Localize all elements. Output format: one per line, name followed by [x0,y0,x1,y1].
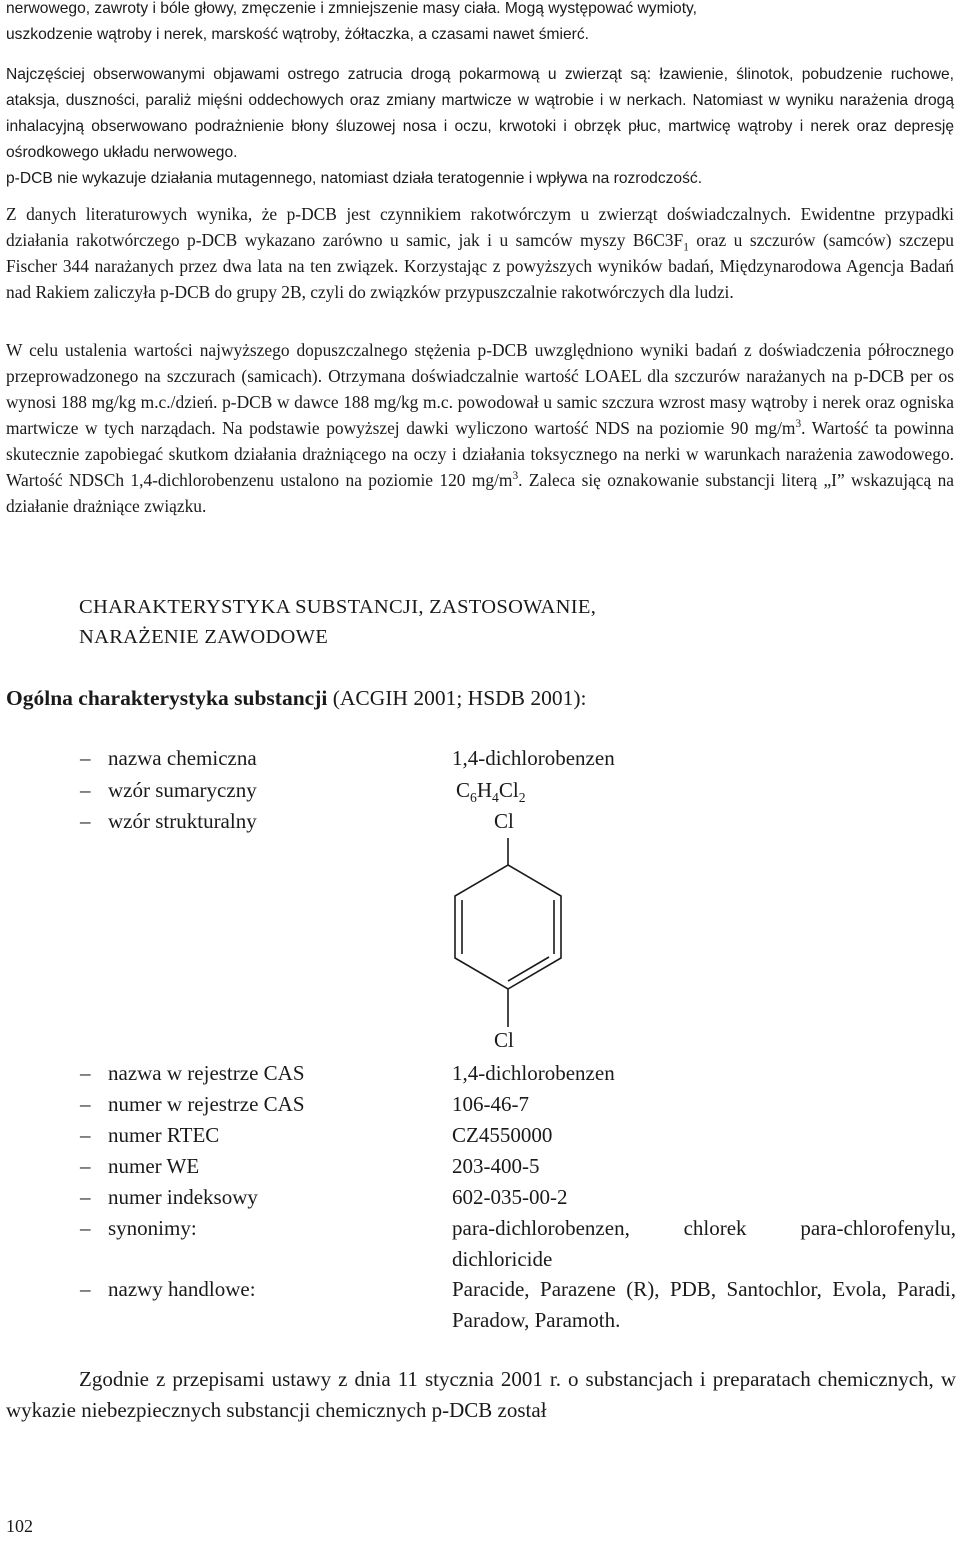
text-run: W celu ustalenia wartości najwyższego dopuszczalnego stężenia p-DCB uwzględniono wyniki badań z doświadczenia półrocznego przeprowadzonego na szczurach (samicach). Otrzymana doświadczalnie wartość LOAEL dla szczurów narażanych na p-DCB per os wynosi 188 mg/kg m.c./dzień. p-DCB w dawce 188 mg/kg m.c. powodował u samic szczura wzrost masy wątroby i nerek oraz ogniska martwicze w tych narządach. Na podstawie powyższej dawki wyliczono wartość NDS na poziomie 90 mg/m [6,340,954,438]
formula-h: H [476,778,493,802]
index-number-value: 602-035-00-2 [452,1185,568,1209]
struct-bottom-cl: Cl [494,1028,514,1052]
formula-cl: Cl [498,778,519,802]
we-number-label: numer WE [108,1154,200,1178]
list-dash: – [80,1216,91,1240]
list-dash: – [80,1185,91,1209]
trade-names-label: nazwy handlowe: [108,1277,256,1301]
general-bold: Ogólna charakterystyka substancji [6,686,328,710]
paragraph-mutagenicity: p-DCB nie wykazuje działania mutagennego, natomiast działa teratogennie i wpływa na rozrodczość. [6,170,703,187]
paragraph-line: nerwowego, zawroty i bóle głowy, zmęczenie i zmniejszenie masy ciała. Mogą występować wymioty, [6,0,698,17]
general-source: (ACGIH 2001; HSDB 2001): [327,686,587,710]
structural-formula-label: wzór strukturalny [108,809,257,833]
chem-name-label: nazwa chemiczna [108,746,257,770]
rtec-value: CZ4550000 [452,1123,553,1147]
synonyms-value: para-dichlorobenzen, chlorek para-chlorofenylu, dichloricide [452,1216,956,1271]
text-run: oraz u szczurów (samców) szczepu Fischer 344 narażanych przez dwa lata na ten związek. Korzystając z powyższych wyników badań, Międzynarodowa Agencja Badań nad Rakiem zaliczyła p-DCB do grupy 2B, czyli do związków przypuszczalnie rakotwórczych dla ludzi. [6,230,954,302]
text-run: . Wartość ta powinna skutecznie zapobiegać skutkom działania drażniącego na oczy i działania toksycznego na nerki w warunkach narażenia zawodowego. Wartość NDSCh 1,4-dichlorobenzenu ustalono na poziomie 120 mg/m [6,418,954,490]
paragraph-nds [6,337,954,519]
list-dash: – [80,809,91,833]
text-run: . Zaleca się oznakowanie substancji literą „I” wskazującą na działanie drażniące związku. [6,470,954,516]
page-number: 102 [6,1516,33,1536]
text-run: Z danych literaturowych wynika, że p-DCB jest czynnikiem rakotwórczym u zwierząt doświadczalnych. Ewidentne przypadki działania rakotwórczego p-DCB wykazano zarówno u samic, jak i u samców myszy B6C3F [6,204,954,250]
formula-c: C [456,778,471,802]
struct-top-cl: Cl [494,809,514,833]
general-characteristics-heading [6,683,587,713]
subscript: 1 [683,241,689,254]
paragraph-continuation [6,0,954,48]
paragraph-line: uszkodzenie wątroby i nerek, marskość wątroby, żółtaczka, a czasami nawet śmierć. [6,26,589,43]
formula-c-count: 6 [470,790,477,806]
section-heading-line2: NARAŻENIE ZAWODOWE [79,626,329,648]
list-dash: – [80,1123,91,1147]
trade-names-value: Paracide, Parazene (R), PDB, Santochlor, Evola, Paradi, Paradow, Paramoth. [452,1277,956,1332]
list-dash: – [80,1277,91,1301]
paragraph-symptoms: Najczęściej obserwowanymi objawami ostrego zatrucia drogą pokarmową u zwierząt są: łzawienie, ślinotok, pobudzenie ruchowe, ataksja, duszności, paraliż mięśni oddechowych oraz zmiany martwicze w wątrobie i w nerkach. Natomiast w wyniku narażenia drogą inhalacyjną obserwowano podrażnienie błony śluzowej nosa i oczu, krwotoki i obrzęk płuc, martwicę wątroby i nerek oraz depresję ośrodkowego układu nerwowego. [6,66,954,161]
formula-cl-count: 2 [518,790,526,806]
index-number-label: numer indeksowy [108,1185,258,1209]
chem-name-value: 1,4-dichlorobenzen [452,746,615,770]
synonyms-label: synonimy: [108,1216,197,1240]
cas-number-value: 106-46-7 [452,1092,529,1116]
formula-value [456,775,526,806]
cas-name-label: nazwa w rejestrze CAS [108,1061,305,1085]
list-dash: – [80,1061,91,1085]
list-dash: – [80,778,91,802]
paragraph-carcinogenicity [6,201,954,305]
formula-label: wzór sumaryczny [108,778,257,802]
rtec-label: numer RTEC [108,1123,220,1147]
formula-h-count: 4 [492,790,499,806]
cas-number-label: numer w rejestrze CAS [108,1092,305,1116]
list-dash: – [80,1092,91,1116]
we-number-value: 203-400-5 [452,1154,540,1178]
legal-paragraph: Zgodnie z przepisami ustawy z dnia 11 stycznia 2001 r. o substancjach i preparatach chemicznych, w wykazie niebezpiecznych substancji chemicznych p-DCB został [6,1367,956,1422]
superscript: 3 [795,418,802,431]
cas-name-value: 1,4-dichlorobenzen [452,1061,615,1085]
superscript: 3 [512,470,519,483]
list-dash: – [80,1154,91,1178]
section-heading-line1: CHARAKTERYSTYKA SUBSTANCJI, ZASTOSOWANIE, [79,596,597,618]
list-dash: – [80,746,91,770]
